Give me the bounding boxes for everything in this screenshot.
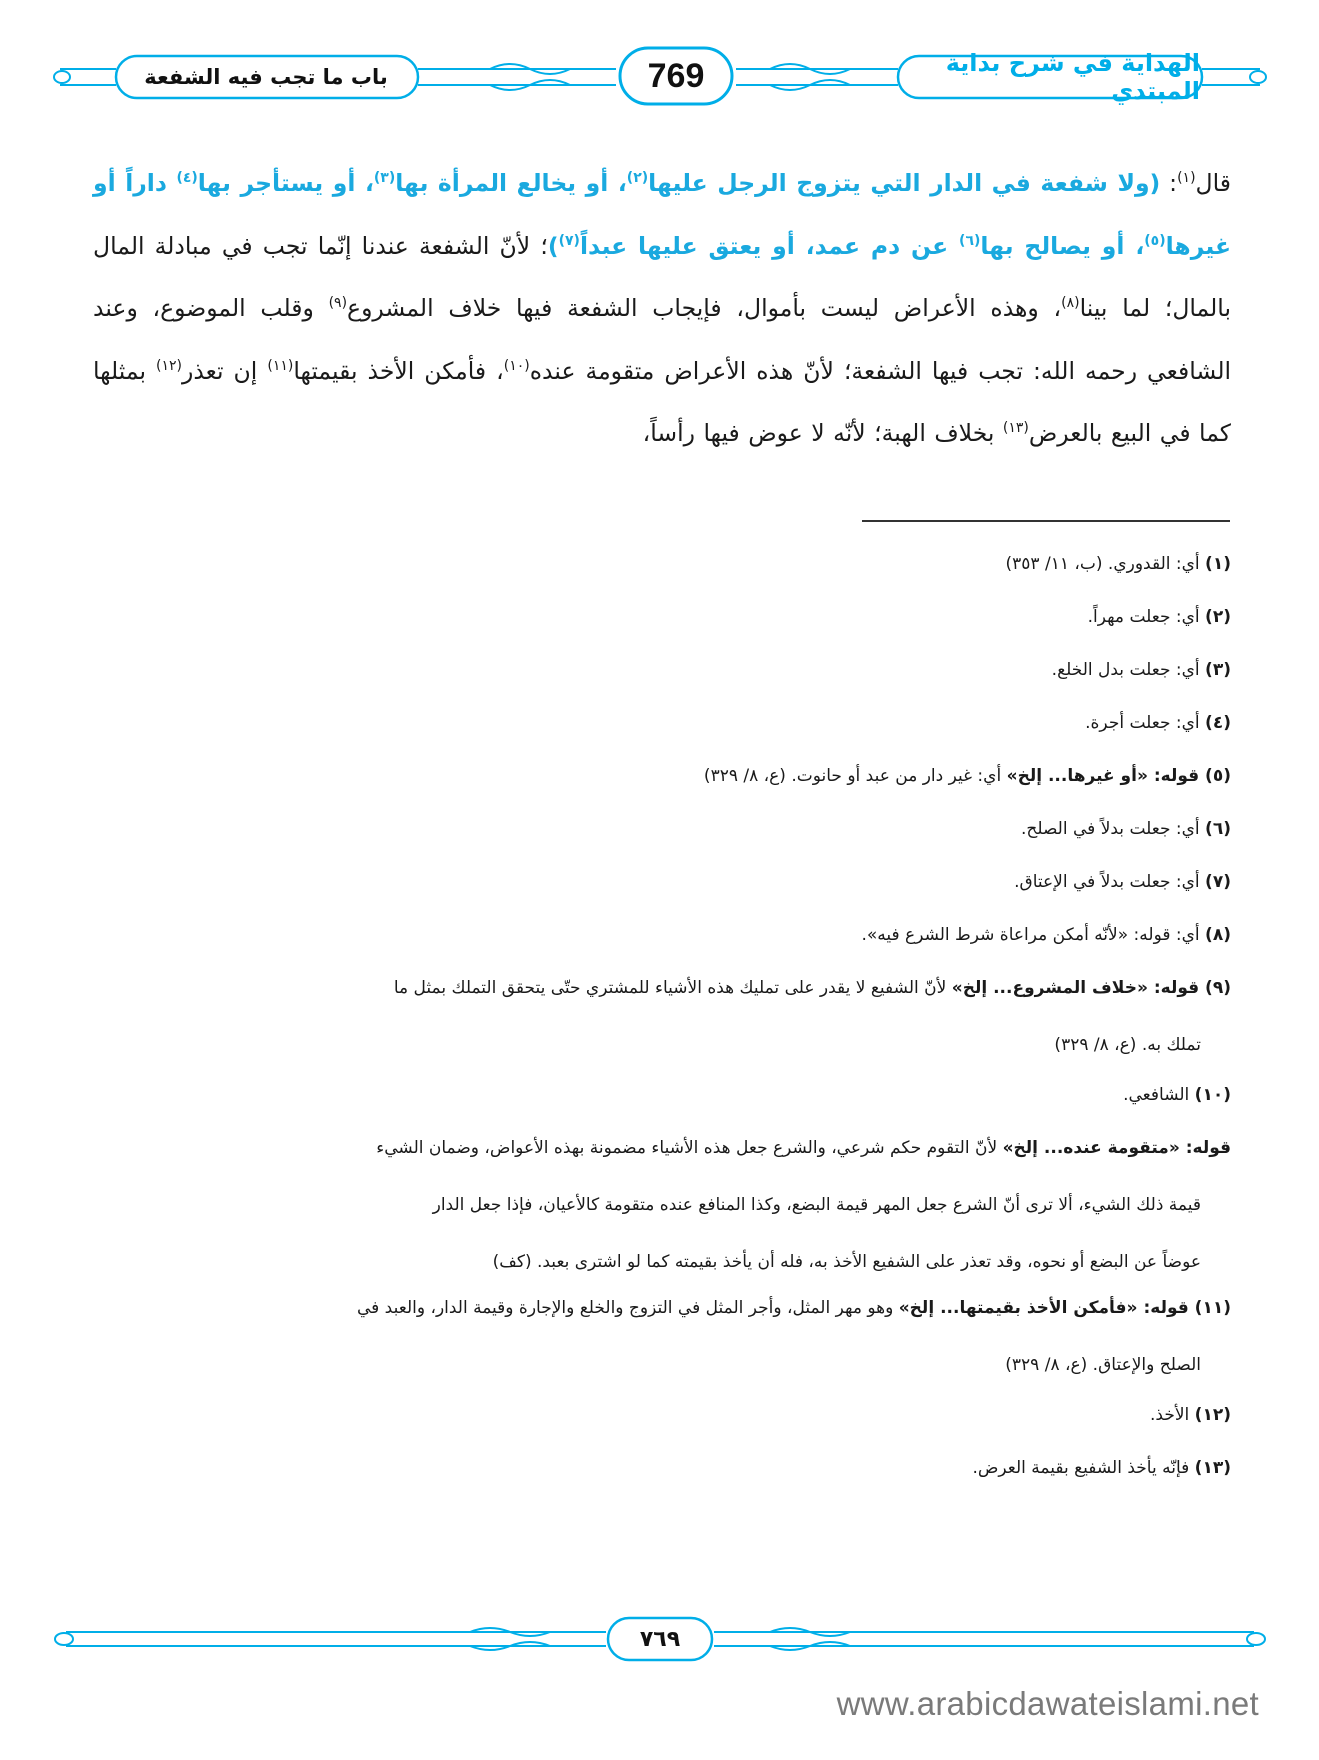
footnote-number: (١): [1205, 554, 1231, 574]
footnote-12: [91, 1387, 1231, 1444]
footnote-ref: (٧): [558, 232, 580, 249]
footnote-number: (١١): [1194, 1298, 1231, 1318]
sharh-text: ، فأمكن الأخذ بقيمتها: [293, 356, 504, 385]
matn-text: (ولا شفعة في الدار التي يتزوج الرجل عليها: [648, 169, 1161, 197]
sharh-text: ، وهذه الأعراض ليست بأموال، فإيجاب الشفعة فيها خلاف المشروع: [347, 294, 1062, 323]
footer-page-number: ٧٦٩: [639, 1626, 681, 1652]
footnote-10: [91, 1067, 1231, 1124]
footnote-lead: قوله: «متقومة عنده... إلخ»: [1002, 1138, 1231, 1158]
footnote-ref: (١١): [267, 357, 294, 374]
chapter-title: باب ما تجب فيه الشفعة: [144, 65, 388, 89]
footnote-lead: قوله: «فأمكن الأخذ بقيمتها... إلخ»: [898, 1298, 1195, 1318]
footnote-ref: (١٢): [156, 357, 182, 374]
footnote-ref: (٥): [1144, 232, 1166, 249]
footnote-number: (٤): [1205, 713, 1231, 733]
footnote-number: (٧): [1205, 872, 1231, 892]
footnote-lead: قوله: «خلاف المشروع... إلخ»: [951, 978, 1206, 998]
footnote-text: لأنّ التقوم حكم شرعي، والشرع جعل هذه الأشياء مضمونة بهذه الأعواض، وضمان الشيء: [376, 1138, 1003, 1158]
footnote-text: الأخذ.: [1150, 1405, 1195, 1425]
footnote-number: (٩): [1205, 978, 1231, 998]
footnote-ref: (٦): [959, 232, 981, 249]
footnote-continuation: تملك به. (ع، ٨/ ٣٢٩): [1054, 1035, 1201, 1056]
footnote-1: [91, 536, 1231, 593]
footnote-ref: (٣): [373, 170, 396, 187]
footnote-11: [91, 1280, 1231, 1394]
footnote-text: أي: جعلت بدلاً في الإعتاق.: [1014, 872, 1206, 892]
footnote-text: أي: القدوري. (ب، ١١/ ٣٥٣): [1005, 554, 1206, 574]
footnote-number: (٦): [1205, 819, 1231, 839]
sharh-text: بخلاف الهبة؛ لأنّه لا عوض فيها رأساً،: [642, 419, 1003, 448]
sharh-text: إن تعذر: [181, 356, 268, 385]
sharh-text: ؛ لأنّ الشفعة عندنا إنّما تجب في مبادلة المال بالمال؛ لما بينا: [93, 231, 1231, 323]
footnote-ref: (١٠): [503, 357, 530, 374]
footnote-text: فإنّه يأخذ الشفيع بقيمة العرض.: [972, 1458, 1195, 1478]
footnote-5: [91, 748, 1231, 805]
footnote-number: (١٢): [1194, 1405, 1231, 1425]
footnote-13: [91, 1440, 1231, 1497]
sharh-text: بمثلها كما في البيع بالعرض: [93, 356, 1231, 448]
footnote-text: أي: جعلت بدلاً في الصلح.: [1020, 819, 1206, 839]
footnote-text: أي: غير دار من عبد أو حانوت. (ع، ٨/ ٣٢٩): [703, 766, 1007, 786]
footnote-text: أي: جعلت مهراً.: [1087, 607, 1206, 627]
matn-text: ): [547, 231, 559, 260]
footnote-continuation: قيمة ذلك الشيء، ألا ترى أنّ الشرع جعل المهر قيمة البضع، وكذا المنافع عنده متقومة كالأعيان، فإذا جعل الدار: [432, 1195, 1201, 1216]
page-number: 769: [647, 56, 705, 95]
footnote-text: أي: جعلت أجرة.: [1085, 713, 1206, 733]
footnote-ref: (٢): [626, 170, 649, 187]
footnote-text: أي: جعلت بدل الخلع.: [1051, 660, 1206, 680]
footnote-ref: (١): [1177, 170, 1196, 187]
text-run: :: [1160, 169, 1178, 197]
footnote-text: وهو مهر المثل، وأجر المثل في التزوج والخلع والإجارة وقيمة الدار، والعبد في: [356, 1298, 899, 1318]
footnote-text: أي: قوله: «لأنّه أمكن مراعاة شرط الشرع فيه».: [861, 925, 1206, 945]
qala-word: قال: [1195, 169, 1231, 197]
footnote-continuation: عوضاً عن البضع أو نحوه، وقد تعذر على الشفيع الأخذ به، فله أن يأخذ بقيمته كما لو اشترى بعبد. (كف): [492, 1252, 1201, 1273]
footnote-text: لأنّ الشفيع لا يقدر على تمليك هذه الأشياء للمشتري حتّى يتحقق التملك بمثل ما: [393, 978, 952, 998]
footnote-number: (٨): [1205, 925, 1231, 945]
book-title: الهداية في شرح بداية المبتدي: [945, 49, 1200, 105]
footnote-2: [91, 589, 1231, 646]
footnote-ref: (١٣): [1002, 420, 1029, 437]
footnote-divider: [862, 520, 1230, 522]
matn-text: عن دم عمد، أو يعتق عليها عبداً: [579, 231, 960, 260]
matn-text: ، أو يستأجر بها: [197, 169, 374, 197]
footnote-6: [91, 801, 1231, 858]
footnote-ref: (٩): [328, 295, 348, 312]
footnote-9: [91, 960, 1231, 1074]
footnote-ref: (٤): [176, 170, 198, 187]
footnote-number: (١٠): [1194, 1085, 1231, 1105]
footnote-continuation: الصلح والإعتاق. (ع، ٨/ ٣٢٩): [1005, 1355, 1201, 1376]
footnote-7: [91, 854, 1231, 911]
footnote-8: [91, 907, 1231, 964]
watermark-url: www.arabicdawateislami.net: [836, 1685, 1259, 1722]
matn-text: داراً أو غيرها: [93, 169, 1231, 260]
footnote-4: [91, 695, 1231, 752]
footnote-3: [91, 642, 1231, 699]
sharh-text: وقلب الموضوع، وعند الشافعي رحمه الله: تجب فيها الشفعة؛ لأنّ هذه الأعراض متقومة عنده: [93, 294, 1232, 385]
main-text: [93, 152, 1231, 465]
footnote-number: (٥): [1205, 766, 1231, 786]
footnote-number: (٢): [1205, 607, 1231, 627]
matn-text: ، أو يصالح بها: [980, 231, 1145, 260]
footnote-text: الشافعي.: [1123, 1085, 1195, 1105]
matn-text: ، أو يخالع المرأة بها: [395, 169, 627, 197]
page-footer: [50, 1614, 1270, 1664]
page-header: [50, 44, 1270, 110]
footnote-number: (٣): [1205, 660, 1231, 680]
footnote-number: (١٣): [1194, 1458, 1231, 1478]
footnote-ref: (٨): [1061, 295, 1080, 312]
footnote-lead: قوله: «أو غيرها... إلخ»: [1006, 766, 1206, 786]
footnote-10-commentary: [91, 1120, 1231, 1292]
